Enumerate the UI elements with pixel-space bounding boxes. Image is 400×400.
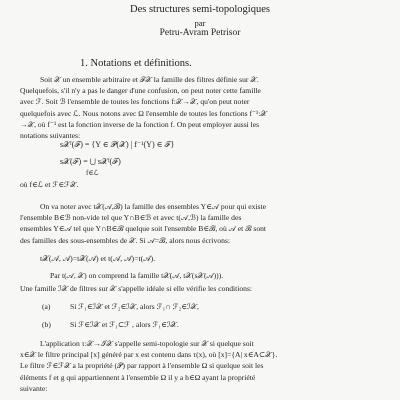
text-line: Quelquefois, s'il n'y a pas le danger d'une confusion, on peut noter cette famille <box>20 86 261 96</box>
formula-line: t𝒳(𝒜, 𝒜)=t𝒳(𝒜) et t(𝒜, 𝒜)=t(𝒜). <box>40 254 156 263</box>
formula-trailing-text: où f∈ℒ et ℱ∈ℱ𝒳. <box>20 180 79 189</box>
text-line: suivante: <box>20 383 48 393</box>
text-line: x∈𝒳 le filtre principal [x] généré par x est contenu dans τ(x), où [x]={A| x∈A⊂𝒳}. <box>20 350 278 360</box>
condition-a <box>42 302 199 312</box>
paragraph-semi-topology <box>20 338 380 394</box>
text-line: notations suivantes: <box>20 131 81 141</box>
document-title: Des structures semi-topologiques <box>130 4 270 15</box>
text-line: L'application τ:𝒳→ℐ𝒳 s'appelle semi-topologie sur 𝒳 si quelque soit <box>40 339 254 348</box>
formula-subscript: f∈ℒ <box>86 169 99 177</box>
condition-b <box>42 320 179 330</box>
condition-text: Si ℱ∈ℐ𝒳 et ℱ₁⊂ℱ , alors ℱ₁∈ℐ𝒳. <box>70 320 179 329</box>
document-author: Petru-Avram Petrisor <box>159 28 241 38</box>
text-line: On va noter avec t𝒳(𝒜,ℬ) la famille des ensembles Y∈𝒜 pour qui existe <box>40 202 266 211</box>
text-line: quelquefois avec ℒ. Nous notons avec Ω l'ensemble de toutes les fonctions f⁻¹:𝒳 <box>20 108 267 118</box>
condition-text: Si ℱ₁∈ℐ𝒳 et ℱ₂∈ℐ𝒳, alors ℱ₁∩ ℱ₂∈ℐ𝒳, <box>70 302 199 311</box>
formula-line: s𝒳(ℱ) = ⋃ s𝒳ᶠ(ℱ) <box>60 157 121 166</box>
text-line: ensembles Y∈𝒜 tel que Y∩B∈ℬ quelque soit l'ensemble B∈ℬ, où 𝒜 et ℬ sont <box>20 224 267 234</box>
text-line: →𝒳, où f⁻¹ est la fonction inverse de la fonction f. On peut employer aussi les <box>20 119 260 129</box>
text-line: Le filtre ℱ∈ℱ𝒳 a la propriété (𝒫) par rapport à l'ensemble Ω si quelque soit les <box>20 361 264 371</box>
text-line: Soit 𝒳 un ensemble arbitraire et ℱ𝒳 la famille des filtres définie sur 𝒳. <box>40 75 259 84</box>
paragraph-ideal <box>20 283 380 294</box>
text-line: avec ℱ. Soit ℬ l'ensemble de toutes les fonctions f:𝒳→𝒳, qu'on peut noter <box>20 97 250 107</box>
condition-label: (a) <box>42 302 51 311</box>
paragraph-t-notation <box>20 201 380 246</box>
section-heading: 1. Notations et définitions. <box>80 58 192 69</box>
condition-label: (b) <box>42 320 51 329</box>
text-line: des familles des sous-ensembles de 𝒳. Si 𝒜=ℬ, alors nous écrivons: <box>20 235 230 245</box>
text-line: Une famille ℐ𝒳 de filtres sur 𝒳 s'appelle idéale si elle vérifie les conditions: <box>20 284 253 293</box>
title-par: par <box>194 18 206 28</box>
formula-line: s𝒳ᶠ(ℱ) = {Y ∈ 𝒫(𝒳) | f⁻¹(Y) ∈ ℱ} <box>60 140 175 149</box>
text-line: l'ensemble B∈ℬ non-vide tel que Y∩B∈ℬ et avec t(𝒜,ℬ) la famille des <box>20 213 242 223</box>
text-line: éléments f et g qui appartiennent à l'ensemble Ω il y a h∈Ω ayant la propriété <box>20 372 256 382</box>
text-line: Par t(𝒜, 𝒳) on comprend la famille t𝒳(𝒜, t𝒳(s𝒳(𝒜))). <box>50 271 224 280</box>
paragraph-notations <box>20 74 380 141</box>
